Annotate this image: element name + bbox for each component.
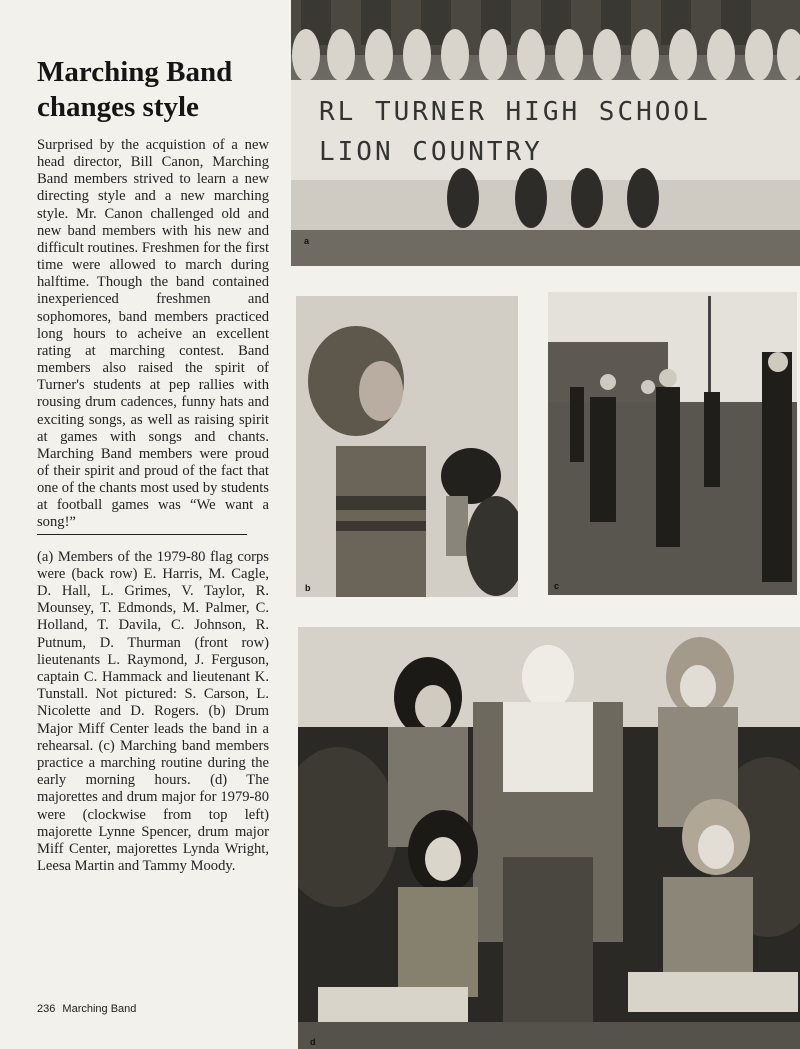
page-number: 236	[37, 1003, 56, 1015]
divider-rule	[37, 534, 247, 535]
photo-a-flag-corps	[291, 0, 800, 266]
photo-c-image	[548, 292, 797, 595]
photo-c-practice	[548, 292, 797, 595]
sign-line-2: LION COUNTRY	[319, 137, 543, 167]
section-name: Marching Band	[62, 1003, 137, 1015]
photo-captions: (a) Members of the 1979-80 flag corps were (back row) E. Harris, M. Cagle, D. Hall, L. Grimes, V. Taylor, R. Mounsey, T. Edmonds, M. Palmer, C. Holland, T. Davila, C. Johnson, R. Putnum, D. Thurman (front row) lieutenants L. Raymond, J. Ferguson, captain C. Hammack and lieutenant K. Tunstall. Not pictured: S. Carson, L. Nicolette and D. Rogers. (b) Drum Major Miff Center leads the band in a rehearsal. (c) Marching band members practice a marching routine during the early morning hours. (d) The majorettes and drum major for 1979-80 were (clockwise from top left) majorette Lynne Spencer, drum major Miff Center, majorettes Lynda Wright, Leesa Martin and Tammy Moody.	[37, 548, 269, 875]
headline: Marching Band changes style	[37, 56, 233, 123]
photo-a-letter: a	[304, 236, 310, 246]
photo-a-image	[291, 0, 800, 266]
article-column	[37, 55, 269, 875]
photo-d-image	[298, 627, 800, 1049]
photo-b-letter: b	[305, 583, 311, 593]
photo-c-letter: c	[554, 581, 560, 591]
photo-b-image	[296, 296, 518, 597]
photo-d-letter: d	[310, 1037, 316, 1047]
page-folio	[37, 1003, 136, 1015]
photo-d-majorettes	[298, 627, 800, 1049]
article-body: Surprised by the acquistion of a new head director, Bill Canon, Marching Band members strived to learn a new directing style and a new marching style. Mr. Canon challenged old and new band members with his new and difficult routines. Freshmen for the first time were allowed to march during halftime. Though the band contained inexperienced freshmen and sophomores, band members practiced long hours to acheive an excellent rating at marching contest. Band members also raised the spirit of Turner's students at pep rallies with rousing drum cadences, funny hats and exciting songs, as well as raising spirit at games with songs and chants. Marching Band members were proud of their spirit and proud of the fact that one of the chants most used by students at football games was “We want a song!”	[37, 137, 269, 531]
sign-line-1: RL TURNER HIGH SCHOOL	[319, 97, 711, 127]
photo-b-drum-major	[296, 296, 518, 597]
